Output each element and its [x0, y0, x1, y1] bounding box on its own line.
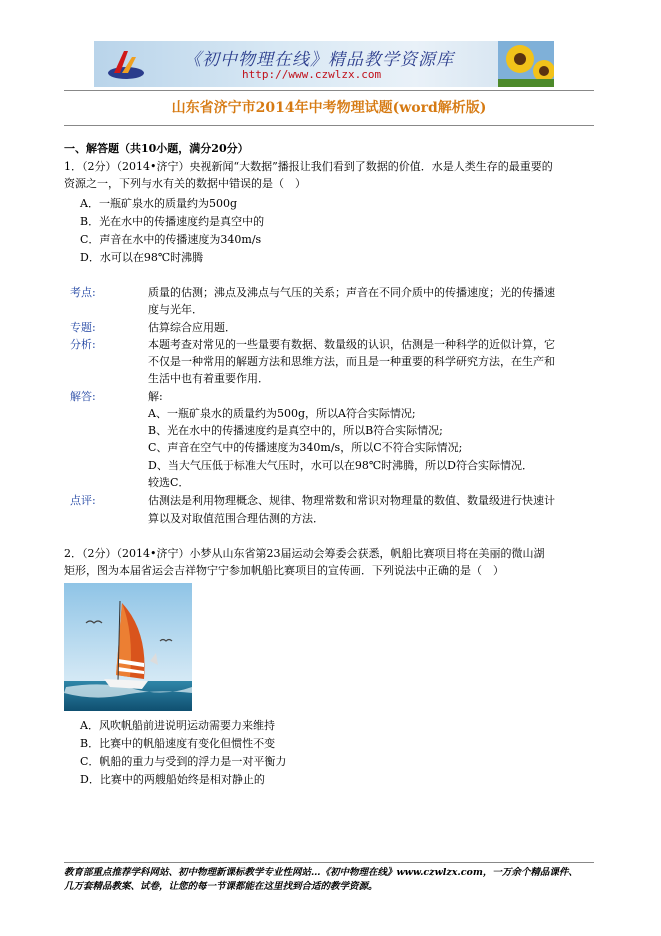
banner-url[interactable]: http://www.czwlzx.com	[242, 68, 382, 81]
q1-dianping-line2: 算以及对取值范围合理估测的方法．	[148, 512, 324, 525]
q2-stem-line1: 2．（2分）（2014•济宁）小梦从山东省第23届运动会筹委会获悉，帆船比赛项目将在美丽的微山湖	[64, 547, 545, 560]
site-logo-icon	[106, 47, 146, 81]
header-banner	[94, 41, 554, 87]
banner-title: 《初中物理在线》精品教学资源库	[184, 50, 454, 70]
q1-zhuanti-line1: 估算综合应用题．	[148, 321, 236, 334]
q1-jieda-line4: C、声音在空气中的传播速度为340m/s，所以C不符合实际情况;	[148, 441, 463, 454]
q1-dianping-line1: 估测法是利用物理概念、规律、物理常数和常识对物理量的数值、数量级进行快速计	[148, 494, 555, 507]
section-heading: 一、解答题（共10小题，满分20分）	[64, 142, 249, 155]
q1-label-fenxi: 分析:	[70, 338, 96, 351]
q1-fenxi-line1: 本题考查对常见的一些量要有数据、数量级的认识，估测是一种科学的近似计算，它	[148, 338, 555, 351]
q1-kaodian-line1: 质量的估测；沸点及沸点与气压的关系；声音在不同介质中的传播速度；光的传播速	[148, 286, 555, 299]
q1-option-c: C．声音在水中的传播速度为340m/s	[80, 233, 262, 246]
q1-label-dianping: 点评:	[70, 494, 96, 507]
q2-stem-line2: 矩形，图为本届省运会吉祥物宁宁参加帆船比赛项目的宣传画．下列说法中正确的是（ ）	[64, 564, 504, 577]
q1-label-jieda: 解答:	[70, 390, 96, 403]
q1-kaodian-line2: 度与光年．	[148, 303, 203, 316]
q1-stem-line2: 资源之一，下列与水有关的数据中错误的是（ ）	[64, 177, 306, 190]
q1-jieda-line2: A、一瓶矿泉水的质量约为500g，所以A符合实际情况;	[148, 407, 416, 420]
q1-jieda-line5: D、当大气压低于标准大气压时，水可以在98℃时沸腾，所以D符合实际情况．	[148, 459, 533, 472]
footer-line1: 教育部重点推荐学科网站、初中物理新课标教学专业性网站…《初中物理在线》www.czwlzx.com，一万余个精品课件、	[64, 867, 578, 878]
q1-jieda-line1: 解:	[148, 390, 163, 403]
q1-jieda-line3: B、光在水中的传播速度约是真空中的，所以B符合实际情况;	[148, 424, 443, 437]
q1-option-b: B．光在水中的传播速度约是真空中的	[80, 215, 265, 228]
q1-fenxi-line2: 不仅是一种常用的解题方法和思维方法，而且是一种重要的科学研究方法，在生产和	[148, 355, 555, 368]
title-rule	[64, 125, 594, 126]
q2-option-b: B．比赛中的帆船速度有变化但惯性不变	[80, 737, 276, 750]
q2-option-a: A．风吹帆船前进说明运动需要力来维持	[80, 719, 275, 732]
q1-fenxi-line3: 生活中也有着重要作用．	[148, 372, 269, 385]
q1-jieda-line6: 较选C．	[148, 476, 190, 489]
sunflower-icon	[498, 41, 554, 87]
q2-option-c: C．帆船的重力与受到的浮力是一对平衡力	[80, 755, 287, 768]
q1-option-a: A．一瓶矿泉水的质量约为500g	[80, 197, 237, 210]
footer-line2: 几万套精品教案、试卷，让您的每一节课都能在这里找到合适的教学资源。	[64, 881, 378, 892]
q2-option-d: D．比赛中的两艘船始终是相对静止的	[80, 773, 265, 786]
q1-label-kaodian: 考点:	[70, 286, 96, 299]
footer-rule	[64, 862, 594, 863]
header-rule	[64, 90, 594, 91]
q1-label-zhuanti: 专题:	[70, 321, 96, 334]
document-title: 山东省济宁市2014年中考物理试题(word解析版)	[171, 100, 487, 116]
sailboat-image	[64, 583, 192, 711]
q1-stem-line1: 1．（2分）（2014•济宁）央视新闻“大数据”播报让我们看到了数据的价值．水是人类生存的最重要的	[64, 160, 553, 173]
q1-option-d: D．水可以在98℃时沸腾	[80, 251, 204, 264]
